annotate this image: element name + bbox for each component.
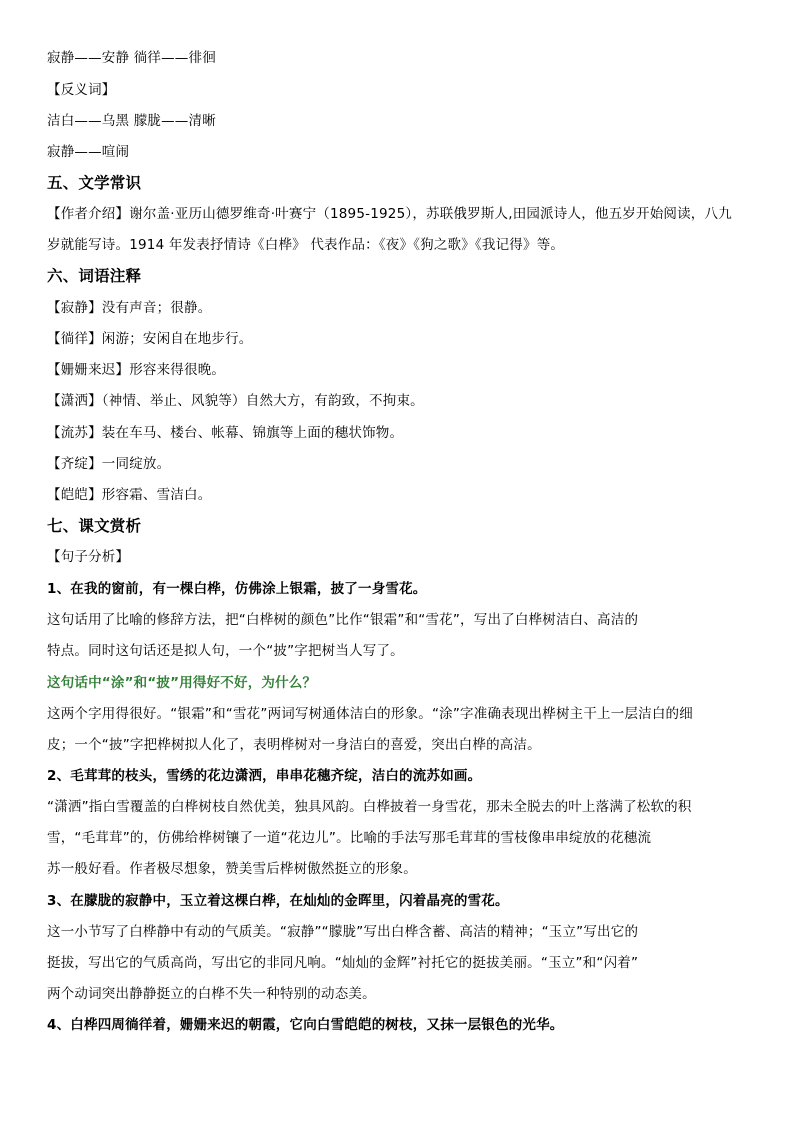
sentence-2: 2、毛茸茸的枝头，雪绣的花边潇洒，串串花穗齐绽，洁白的流苏如画。: [47, 768, 482, 784]
analysis-3-line-2: 挺拔，写出它的气质高尚，写出它的非同凡响。“灿灿的金辉”衬托它的挺拔美丽。“玉立”和“闪着”: [47, 955, 639, 971]
vocab-item: 【齐绽】一同绽放。: [47, 456, 171, 472]
vocab-item: 【姗姗来迟】形容来得很晚。: [47, 362, 226, 378]
sentence-1: 1、在我的窗前，有一棵白桦，仿佛涂上银霜，披了一身雪花。: [47, 581, 427, 597]
vocab-item: 【寂静】没有声音；很静。: [47, 300, 212, 316]
antonym-line-2: 寂静——喧闹: [47, 144, 130, 160]
sentence-analysis-heading: 【句子分析】: [47, 549, 130, 565]
analysis-3-line-1: 这一小节写了白桦静中有动的气质美。“寂静”“朦胧”写出白桦含蓄、高洁的精神；“玉立”写出它的: [47, 924, 639, 940]
analysis-2-line-2: 雪，“毛茸茸”的，仿佛给桦树镶了一道“花边儿”。比喻的手法写那毛茸茸的雪枝像串串绽放的花穗流: [47, 830, 652, 846]
vocab-item: 【流苏】装在车马、楼台、帐幕、锦旗等上面的穗状饰物。: [47, 425, 404, 441]
analysis-3-line-3: 两个动词突出静静挺立的白桦不失一种特别的动态美。: [47, 986, 376, 1002]
section-heading-vocabulary: 六、词语注释: [47, 267, 142, 285]
answer-line-2: 皮；一个“披”字把桦树拟人化了，表明桦树对一身洁白的喜爱，突出白桦的高洁。: [47, 737, 541, 753]
question-line: 这句话中“涂”和“披”用得好不好，为什么？: [47, 675, 317, 691]
analysis-1-line-2: 特点。同时这句话还是拟人句，一个“披”字把树当人写了。: [47, 643, 404, 659]
sentence-4: 4、白桦四周徜徉着，姗姗来迟的朝霞，它向白雪皑皑的树枝，又抹一层银色的光华。: [47, 1017, 564, 1033]
vocab-item: 【皑皑】形容霜、雪洁白。: [47, 487, 212, 503]
sentence-3: 3、在朦胧的寂静中，玉立着这棵白桦，在灿灿的金晖里，闪着晶亮的雪花。: [47, 893, 509, 909]
section-heading-literature: 五、文学常识: [47, 174, 142, 192]
antonym-heading: 【反义词】: [47, 82, 116, 98]
section-heading-appreciation: 七、课文赏析: [47, 517, 142, 535]
synonym-line-2: 寂静——安静 徜徉——徘徊: [47, 50, 216, 66]
author-intro-line-1: 【作者介绍】谢尔盖·亚历山德罗维奇·叶赛宁（1895-1925），苏联俄罗斯人,田园派诗人，他五岁开始阅读，八九: [47, 206, 732, 222]
answer-line-1: 这两个字用得很好。“银霜”和“雪花”两词写树通体洁白的形象。“涂”字准确表现出桦树主干上一层洁白的细: [47, 706, 693, 722]
analysis-1-line-1: 这句话用了比喻的修辞方法，把“白桦树的颜色”比作“银霜”和“雪花”，写出了白桦树洁白、高洁的: [47, 612, 639, 628]
analysis-2-line-3: 苏一般好看。作者极尽想象，赞美雪后桦树傲然挺立的形象。: [47, 861, 417, 877]
vocab-item: 【潇洒】（神情、举止、风貌等）自然大方，有韵致，不拘束。: [47, 393, 424, 409]
antonym-line-1: 洁白——乌黑 朦胧——清晰: [47, 113, 216, 129]
author-intro-line-2: 岁就能写诗。1914 年发表抒情诗《白桦》 代表作品：《夜》《狗之歌》《我记得》等。: [47, 237, 565, 253]
vocab-item: 【徜徉】闲游；安闲自在地步行。: [47, 331, 253, 347]
analysis-2-line-1: “潇洒”指白雪覆盖的白桦树枝自然优美，独具风韵。白桦披着一身雪花，那未全脱去的叶上落满了松软的积: [47, 799, 692, 815]
